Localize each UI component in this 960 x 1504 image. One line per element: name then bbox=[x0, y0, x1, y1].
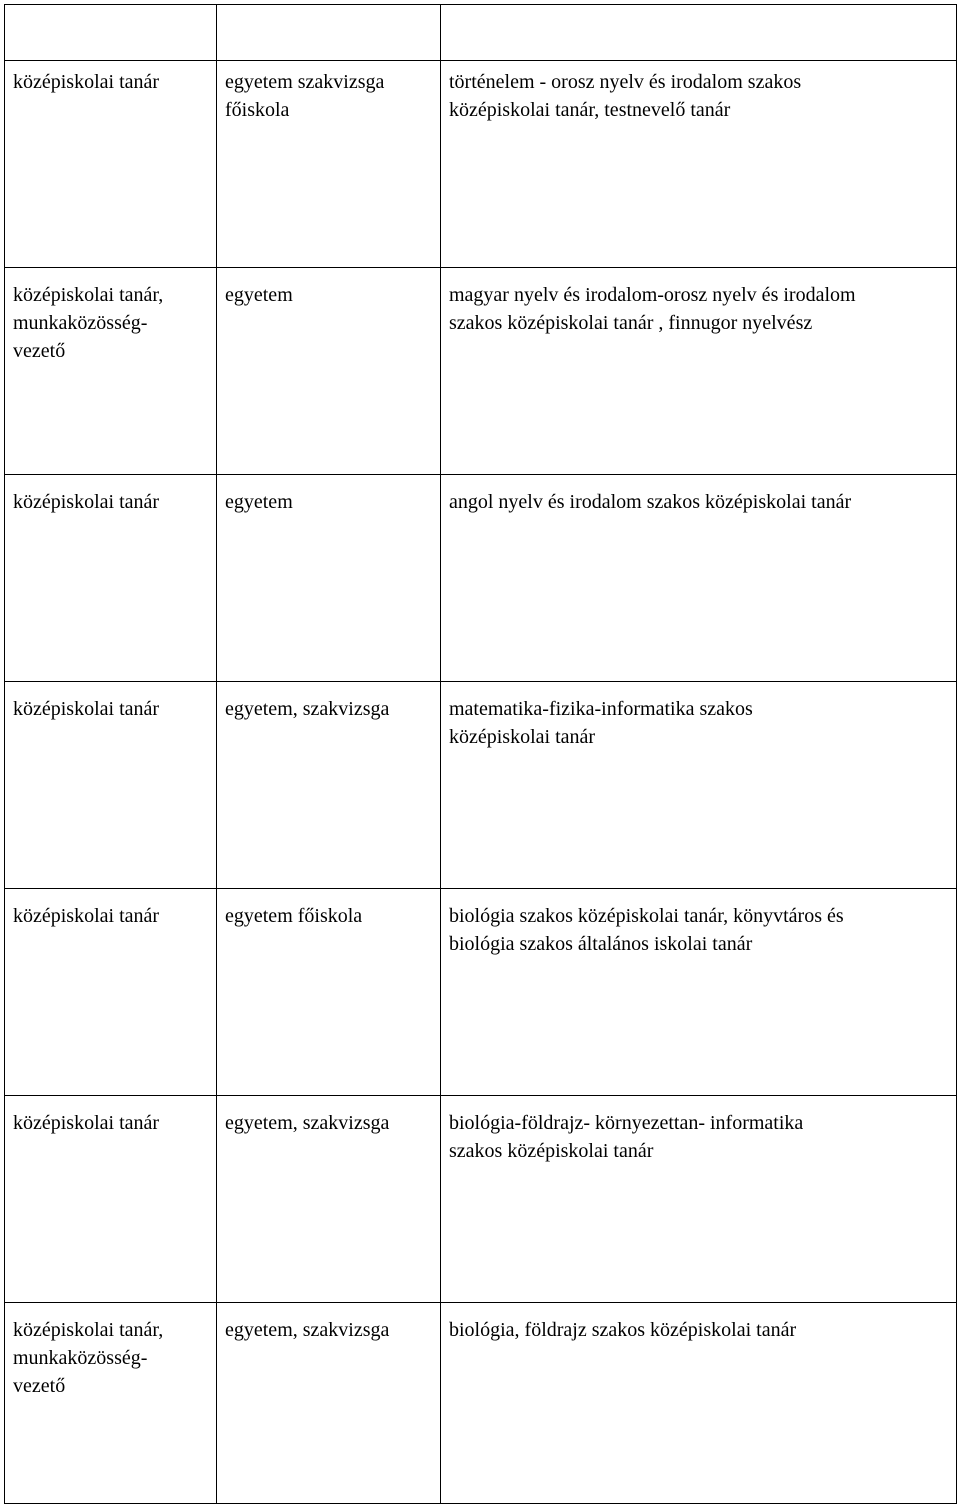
table-row bbox=[5, 268, 957, 475]
specialization-cell bbox=[441, 889, 957, 1096]
table-row bbox=[5, 889, 957, 1096]
qualification-cell bbox=[217, 475, 441, 682]
qualification-text: egyetem bbox=[225, 284, 293, 306]
table-row bbox=[5, 1096, 957, 1303]
specialization-cell bbox=[441, 61, 957, 268]
position-text: középiskolai tanár, munkaközösség- vezető bbox=[13, 1319, 164, 1397]
specialization-text: biológia, földrajz szakos középiskolai tanár bbox=[449, 1319, 797, 1341]
position-cell bbox=[5, 1096, 217, 1303]
specialization-cell bbox=[441, 1303, 957, 1504]
table-cell bbox=[5, 5, 217, 61]
specialization-text: matematika-fizika-informatika szakos középiskolai tanár bbox=[449, 698, 753, 748]
qualification-cell bbox=[217, 1303, 441, 1504]
table-cell bbox=[441, 5, 957, 61]
qualification-text: egyetem, szakvizsga bbox=[225, 698, 390, 720]
position-text: középiskolai tanár bbox=[13, 1112, 160, 1134]
position-cell bbox=[5, 61, 217, 268]
table-row bbox=[5, 475, 957, 682]
position-text: középiskolai tanár bbox=[13, 491, 160, 513]
qualification-text: egyetem, szakvizsga bbox=[225, 1112, 390, 1134]
staff-table bbox=[4, 4, 957, 1504]
specialization-text: biológia szakos középiskolai tanár, könyvtáros és biológia szakos általános iskolai tanár bbox=[449, 905, 844, 955]
position-cell bbox=[5, 1303, 217, 1504]
table-top-row bbox=[5, 5, 957, 61]
specialization-cell bbox=[441, 268, 957, 475]
specialization-text: angol nyelv és irodalom szakos középiskolai tanár bbox=[449, 491, 852, 513]
table-row bbox=[5, 1303, 957, 1504]
position-text: középiskolai tanár bbox=[13, 698, 160, 720]
table-cell bbox=[217, 5, 441, 61]
specialization-text: történelem - orosz nyelv és irodalom szakos középiskolai tanár, testnevelő tanár bbox=[449, 71, 802, 121]
qualification-text: egyetem bbox=[225, 491, 293, 513]
table-row bbox=[5, 61, 957, 268]
qualification-text: egyetem főiskola bbox=[225, 905, 363, 927]
position-cell bbox=[5, 475, 217, 682]
position-text: középiskolai tanár bbox=[13, 71, 160, 93]
qualification-text: egyetem, szakvizsga bbox=[225, 1319, 390, 1341]
qualification-cell bbox=[217, 1096, 441, 1303]
position-text: középiskolai tanár, munkaközösség- vezető bbox=[13, 284, 164, 362]
specialization-cell bbox=[441, 682, 957, 889]
position-cell bbox=[5, 268, 217, 475]
table-row bbox=[5, 682, 957, 889]
specialization-cell bbox=[441, 1096, 957, 1303]
qualification-text: egyetem szakvizsga főiskola bbox=[225, 71, 385, 121]
position-text: középiskolai tanár bbox=[13, 905, 160, 927]
qualification-cell bbox=[217, 889, 441, 1096]
qualification-cell bbox=[217, 61, 441, 268]
specialization-cell bbox=[441, 475, 957, 682]
specialization-text: magyar nyelv és irodalom-orosz nyelv és irodalom szakos középiskolai tanár , finnugor nyelvész bbox=[449, 284, 856, 334]
position-cell bbox=[5, 889, 217, 1096]
position-cell bbox=[5, 682, 217, 889]
specialization-text: biológia-földrajz- környezettan- informatika szakos középiskolai tanár bbox=[449, 1112, 804, 1162]
qualification-cell bbox=[217, 268, 441, 475]
qualification-cell bbox=[217, 682, 441, 889]
